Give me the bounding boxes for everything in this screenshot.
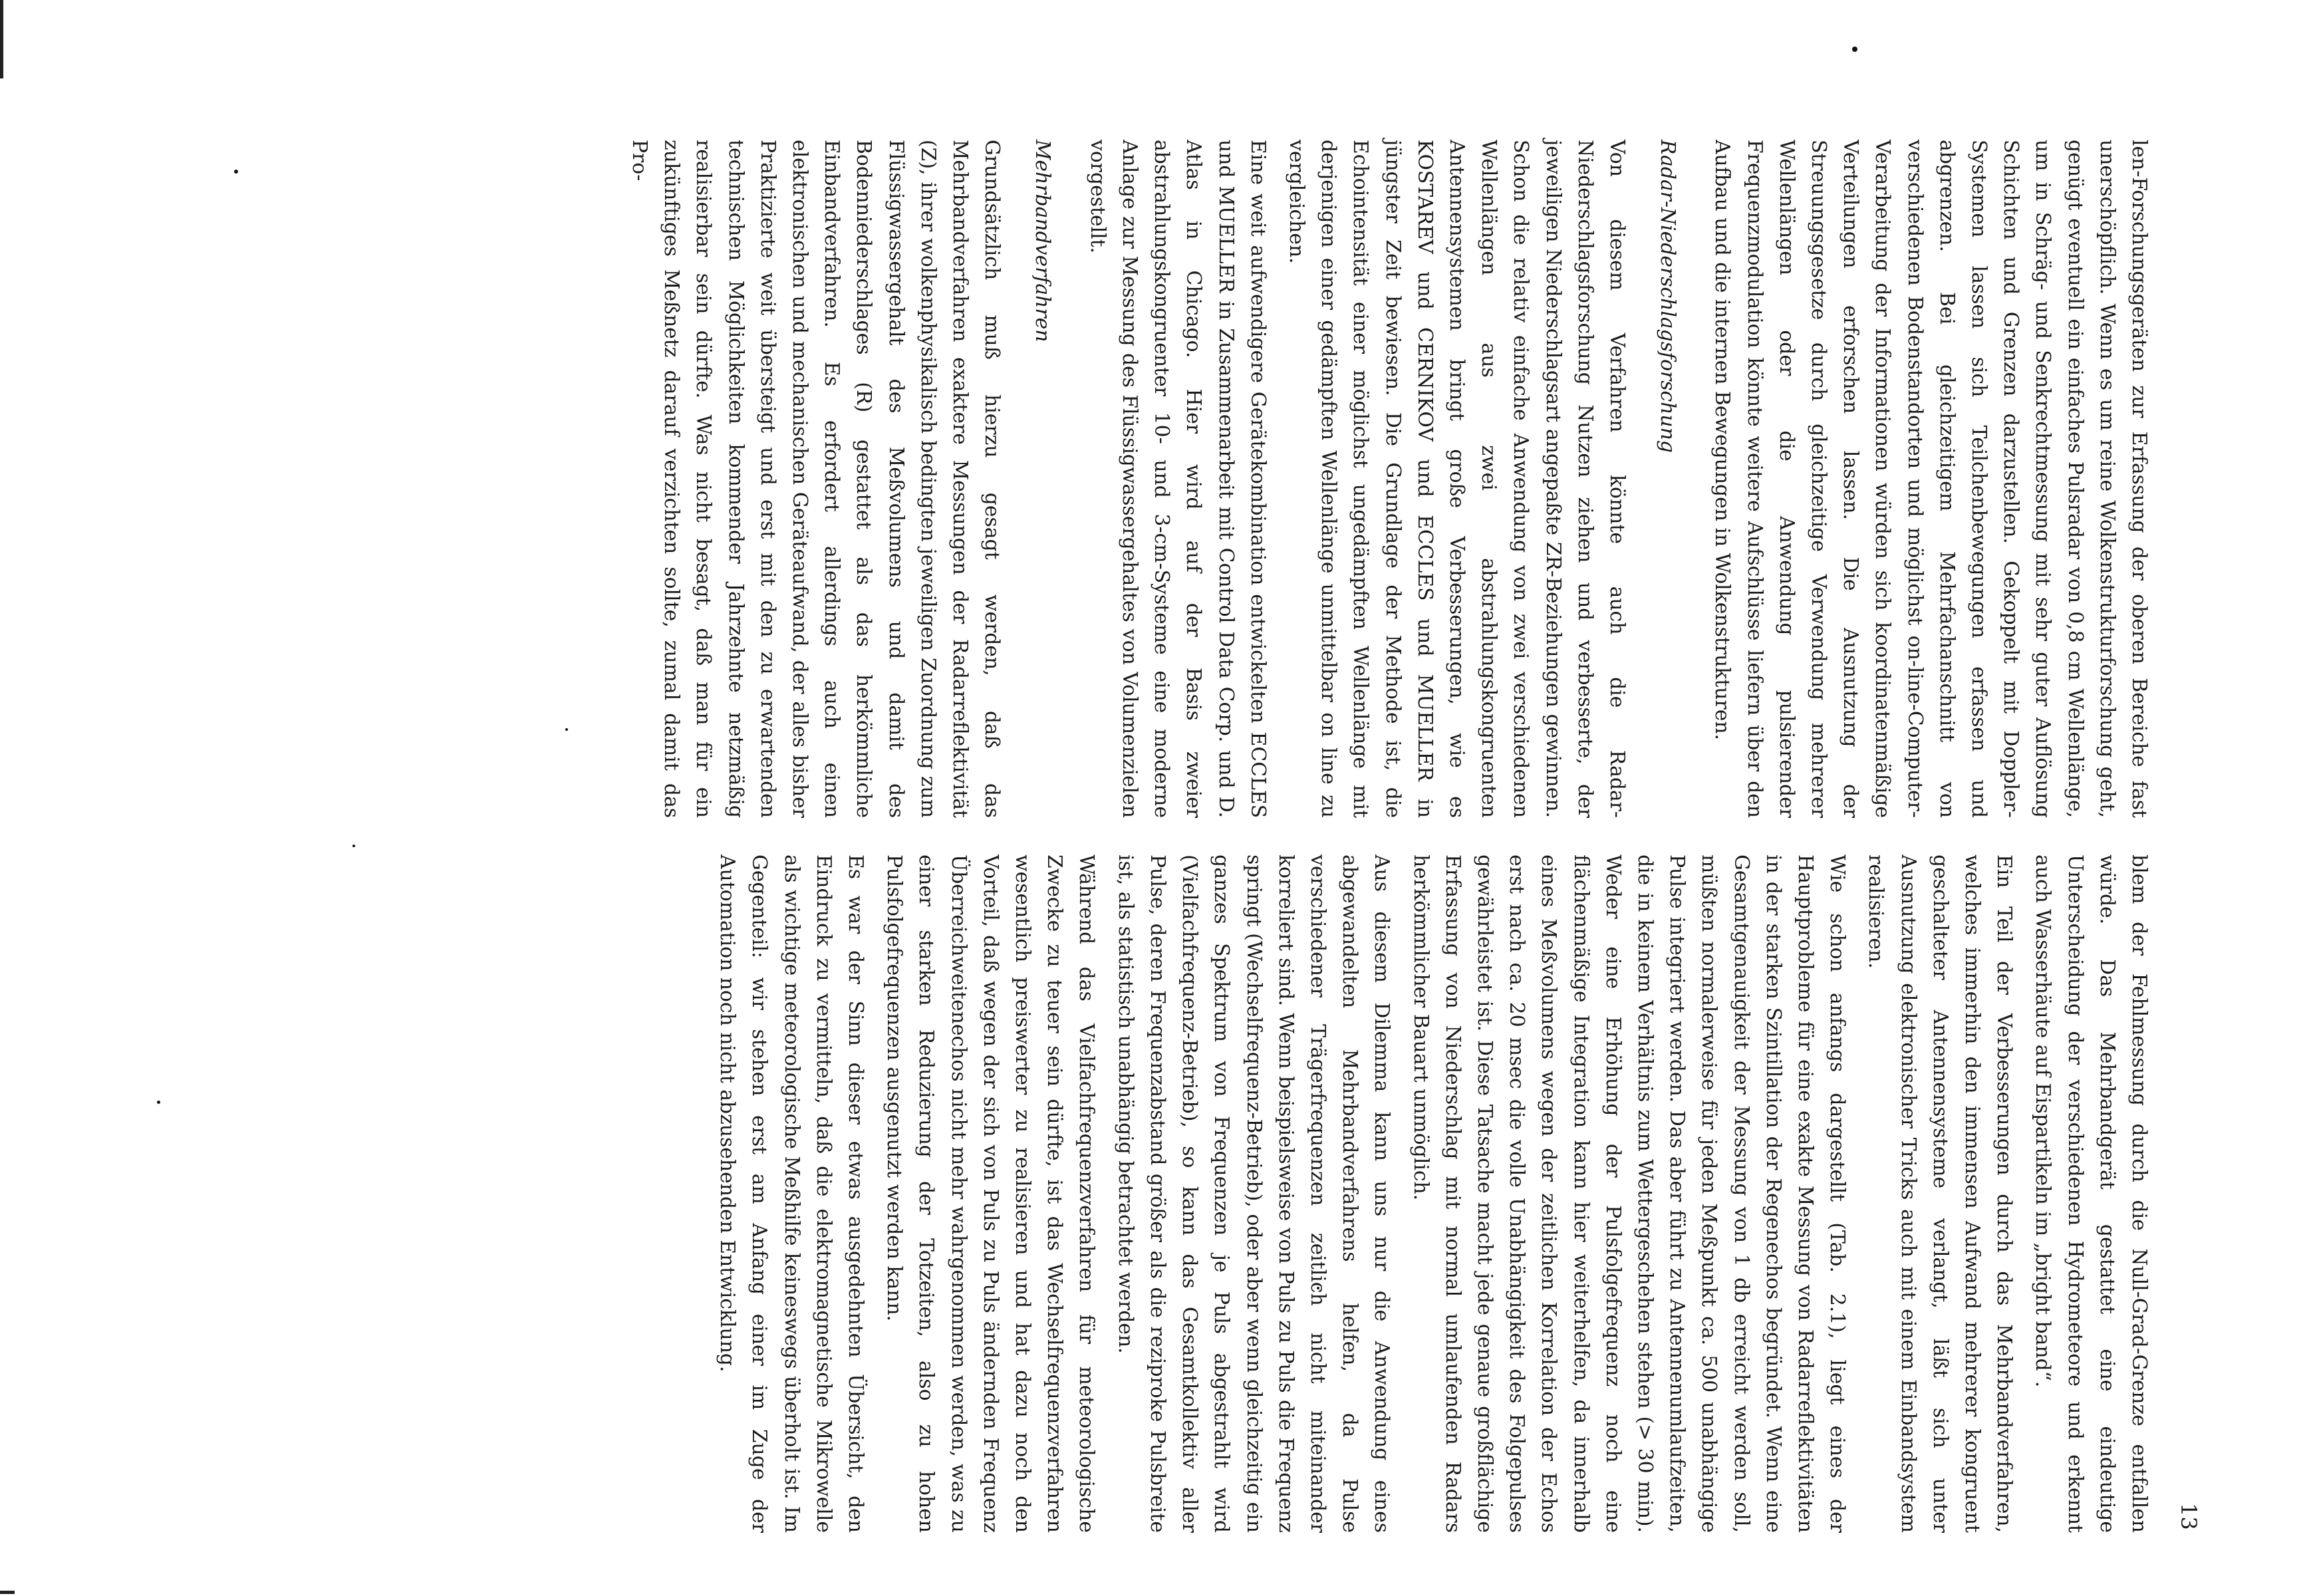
paragraph: Ein Teil der Verbesserungen durch das Mehrbandverfahren, welches immerhin den immensen Aufwand mehrerer kongruent geschalteter Antennensysteme verlangt, läßt sich unter Ausnutzung elektronischer Tricks auch mit einem Einbandsystem realisieren. <box>1864 855 2016 1533</box>
right-column <box>704 855 2155 1533</box>
paragraph: Von diesem Verfahren könnte auch die Radar-Niederschlagsforschung Nutzen ziehen und verbesserte, der jeweiligen Niederschlagsart angepaßte ZR-Beziehungen gewinnen. Schon die relativ einfache Anwendung von zwei verschiedenen Wellenlängen aus zwei abstrahlungskongruenten Antennensystemen bringt große Verbesserungen, wie es KOSTAREV und CERNIKOV und ECCLES und MUELLER in jüngster Zeit bewiesen. Die Grundlage der Methode ist, die Echointensität einer möglichst ungedämpften Wellenlänge mit derjenigen einer gedämpften Wellenlänge unmittelbar on line zu vergleichen. <box>1284 140 1629 818</box>
section-heading: Mehrbandverfahren <box>1031 140 1055 342</box>
section-heading: Radar-Niederschlagsforschung <box>1656 140 1680 453</box>
paragraph: Während das Vielfachfrequenzverfahren für meteorologische Zwecke zu teuer sein dürfte, ist das Wechselfrequenzverfahren wesentlich preiswerter zu realisieren und hat dazu noch den Vorteil, daß wegen der sich von Puls zu Puls ändernden Frequenz Überreichweitenechos nicht mehr wahrgenommen werden, was zu einer starken Reduzierung der Totzeiten, also zu hohen Pulsfolgefrequenzen ausgenutzt werden kann. <box>883 855 1099 1533</box>
paragraph: Aus diesem Dilemma kann uns nur die Anwendung eines abgewandelten Mehrbandverfahrens helfen, da Pulse verschiedener Trägerfrequenzen zeitlich nicht miteinander korreliert sind. Wenn beispielsweise von Puls zu Puls die Frequenz springt (Wechselfrequenz-Betrieb), oder aber wenn gleichzeitig ein ganzes Spektrum von Frequenzen je Puls abgestrahlt wird (Vielfachfrequenz-Betrieb), so kann das Gesamtkollektiv aller Pulse, deren Frequenzabstand größer als die reziproke Pulsbreite ist, als statistisch unabhängig betrachtet werden. <box>1113 855 1394 1533</box>
paragraph: blem der Fehlmessung durch die Null-Grad-Grenze entfallen würde. Das Mehrbandgerät gestattet eine eindeutige Unterscheidung der verschiedenen Hydrometeore und erkennt auch Wasserhäute auf Eispartikeln im „bright band“. <box>2031 855 2151 1533</box>
scan-corner-mark <box>0 1591 15 1594</box>
rotated-page <box>140 60 2254 1589</box>
paragraph: Es war der Sinn dieser etwas ausgedehnten Übersicht, den Eindruck zu vermitteln, daß die elektromagnetische Mikrowelle als wichtige meteorologische Meßhilfe keineswegs überholt ist. Im Gegenteil: wir stehen erst am Anfang einer im Zuge der Automation noch nicht abzusehenden Entwicklung. <box>716 855 868 1533</box>
left-column <box>616 140 2155 818</box>
paragraph: len-Forschungsgeräten zur Erfassung der oberen Bereiche fast unerschöpflich. Wenn es um reine Wolkenstrukturforschung geht, genügt eventuell ein einfaches Pulsradar von 0,8 cm Wellenlänge, um in Schräg- und Senkrechtmessung mit sehr guter Auflösung Schichten und Grenzen darzustellen. Gekoppelt mit Doppler-Systemen lassen sich Teilchenbewegungen erfassen und abgrenzen. Bei gleichzeitigem Mehrfachanschnitt von verschiedenen Bodenstandorten und möglichst on-line-Computer-Verarbeitung der Informationen würden sich koordinatenmäßige Verteilungen erforschen lassen. Die Ausnutzung der Streuungsgesetze durch gleichzeitige Verwendung mehrerer Wellenlängen oder die Anwendung pulsierender Frequenzmodulation könnte weitere Aufschlüsse liefern über den Aufbau und die internen Bewegungen in Wolkenstrukturen. <box>1710 140 2151 818</box>
scan-edge-mark <box>0 0 3 78</box>
paragraph: Grundsätzlich muß hierzu gesagt werden, daß das Mehrbandverfahren exaktere Messungen der Radarreflektivität (Z), ihrer wolkenphysikalisch bedingten jeweiligen Zuordnung zum Flüssigwassergehalt des Meßvolumens und damit des Bodenniederschlages (R) gestattet als das herkömmliche Einbandverfahren. Es erfordert allerdings auch einen elektronischen und mechanischen Geräteaufwand, der alles bisher Praktizierte weit übersteigt und erst mit den zu erwartenden technischen Möglichkeiten kommender Jahrzehnte netzmäßig realisierbar sein dürfte. Was nicht besagt, daß man für ein zukünftiges Meßnetz darauf verzichten sollte, zumal damit das Pro- <box>628 140 1004 818</box>
paragraph: Eine weit aufwendigere Gerätekombination entwickelten ECCLES und MUELLER in Zusammenarbeit mit Control Data Corp. und D. Atlas in Chicago. Hier wird auf der Basis zweier abstrahlungskongruenter 10- und 3-cm-Systeme eine moderne Anlage zur Messung des Flüssigwassergehaltes von Volumenzielen vorgestellt. <box>1085 140 1270 818</box>
paragraph: Wie schon anfangs dargestellt (Tab. 2.1), liegt eines der Hauptprobleme für eine exakte Messung von Radarreflektivitäten in der starken Szintillation der Regenechos begründet. Wenn eine Gesamtgenauigkeit der Messung von 1 db erreicht werden soll, müßten normalerweise für jeden Meßpunkt ca. 500 unabhängige Pulse integriert werden. Das aber führt zu Antennenumlaufzeiten, die in keinem Verhältnis zum Wettergeschehen stehen (> 30 min). Weder eine Erhöhung der Pulsfolgefrequenz noch eine flächenmäßige Integration kann hier weiterhelfen, da innerhalb eines Meßvolumens wegen der zeitlichen Korrelation der Echos erst nach ca. 20 msec die volle Unabhängigkeit des Folgepulses gewährleistet ist. Diese Tatsache macht jede genaue großflächige Erfassung von Niederschlag mit normal umlaufenden Radars herkömmlicher Bauart unmöglich. <box>1409 855 1849 1533</box>
page-number: 13 <box>2176 1503 2201 1530</box>
scan-speck <box>1852 47 1857 52</box>
